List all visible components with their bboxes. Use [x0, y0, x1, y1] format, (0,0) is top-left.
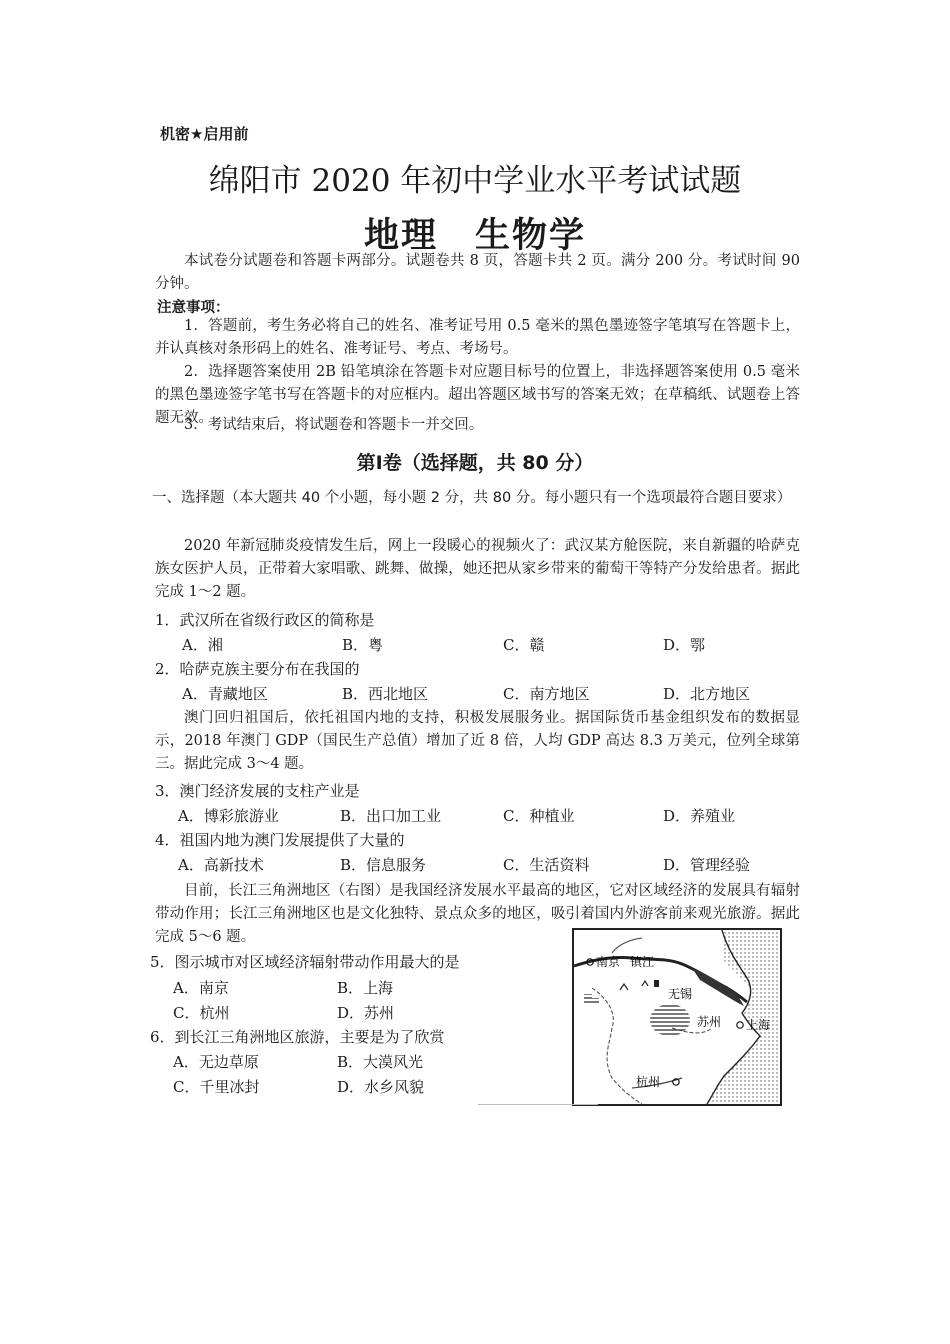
q5-option-b: B．上海: [337, 979, 394, 997]
q1-option-a: A．湘: [182, 636, 223, 654]
question-2: 2．哈萨克族主要分布在我国的: [155, 660, 360, 678]
q2-option-b: B．西北地区: [342, 685, 429, 703]
wuxi-label: 无锡: [668, 987, 693, 1001]
question-3: 3．澳门经济发展的支柱产业是: [155, 782, 360, 800]
q6-option-c: C．千里冰封: [173, 1078, 260, 1096]
question-6: 6．到长江三角洲地区旅游，主要是为了欣赏: [150, 1028, 445, 1046]
nanjing-label: 南京: [596, 955, 621, 969]
city-symbol: [654, 980, 659, 987]
notice-item-2: 2．选择题答案使用 2B 铅笔填涂在答题卡对应题目标号的位置上，非选择题答案使用 0.5 毫米的黑色墨迹签字笔书写在答题卡的对应框内。超出答题区域书写的答案无效；在草稿纸、试题卷上答题无效。: [155, 364, 800, 426]
intro-text: 本试卷分试题卷和答题卡两部分。试题卷共 8 页，答题卡共 2 页。满分 200 分。考试时间 90 分钟。: [155, 253, 800, 292]
part-heading: 第Ⅰ卷（选择题，共 80 分）: [356, 452, 594, 474]
q4-option-d: D．管理经验: [663, 856, 751, 874]
shanghai-label: 上海: [746, 1018, 771, 1032]
q6-option-a: A．无边草原: [173, 1053, 259, 1071]
suzhou-label: 苏州: [697, 1015, 722, 1029]
question-1: 1．武汉所在省级行政区的简称是: [155, 611, 375, 629]
scan-smudge: [478, 1104, 598, 1111]
small-lake: [584, 994, 592, 1004]
q2-option-c: C．南方地区: [503, 685, 590, 703]
yangtze-delta-map: [572, 928, 782, 1106]
small-lake: [592, 998, 599, 1005]
passage-2: 澳门回归祖国后，依托祖国内地的支持，积极发展服务业。据国际货币基金组织发布的数据显示，2018 年澳门 GDP（国民生产总值）增加了近 8 倍，人均 GDP 高达 8.3 万美元，位列全球第三。据此完成 3～4 题。: [155, 710, 800, 772]
section-heading: 一、选择题（本大题共 40 个小题，每小题 2 分，共 80 分。每小题只有一个选项最符合题目要求）: [152, 490, 792, 506]
q6-option-b: B．大漠风光: [337, 1053, 424, 1071]
zhenjiang-label: 镇江: [630, 955, 655, 969]
exam-title: 绵阳市 2020 年初中学业水平考试试题: [208, 163, 742, 199]
passage-1: 2020 年新冠肺炎疫情发生后，网上一段暖心的视频火了：武汉某方舱医院，来自新疆的哈萨克族女医护人员，正带着大家唱歌、跳舞、做操，她还把从家乡带来的葡萄干等特产分发给患者。据此完成 1～2 题。: [155, 538, 800, 600]
q1-option-d: D．鄂: [663, 636, 706, 654]
question-4: 4．祖国内地为澳门发展提供了大量的: [155, 831, 405, 849]
q3-option-c: C．种植业: [503, 807, 575, 825]
subject-title: 地理 生物学: [363, 216, 586, 256]
hangzhou-label: 杭州: [636, 1075, 661, 1089]
q3-option-b: B．出口加工业: [340, 807, 442, 825]
q3-option-d: D．养殖业: [663, 807, 736, 825]
q6-option-d: D．水乡风貌: [337, 1078, 425, 1096]
q4-option-b: B．信息服务: [340, 856, 427, 874]
q4-option-a: A．高新技术: [178, 856, 264, 874]
notice-heading: 注意事项：: [157, 300, 230, 316]
q4-option-c: C．生活资料: [503, 856, 590, 874]
q3-option-a: A．博彩旅游业: [178, 807, 279, 825]
q1-option-b: B．粤: [342, 636, 384, 654]
confidential-mark: 机密★启用前: [160, 125, 249, 143]
q5-option-a: A．南京: [173, 979, 229, 997]
notice-item-3: 3．考试结束后，将试题卷和答题卡一并交回。: [184, 417, 484, 433]
question-5: 5．图示城市对区域经济辐射带动作用最大的是: [150, 953, 460, 971]
notice-item-1: 1．答题前，考生务必将自己的姓名、准考证号用 0.5 毫米的黑色墨迹签字笔填写在答题卡上，并认真核对条形码上的姓名、准考证号、考点、考场号。: [155, 318, 800, 357]
passage-3: 目前，长江三角洲地区（右图）是我国经济发展水平最高的地区，它对区域经济的发展具有辐射带动作用；长江三角洲地区也是文化独特、景点众多的地区，吸引着国内外游客前来观光旅游。据此完成 5～6 题。: [155, 883, 800, 945]
q2-option-d: D．北方地区: [663, 685, 751, 703]
q1-option-c: C．赣: [503, 636, 545, 654]
q5-option-c: C．杭州: [173, 1004, 230, 1022]
q2-option-a: A．青藏地区: [182, 685, 268, 703]
taihu-lake: [650, 1004, 690, 1036]
q5-option-d: D．苏州: [337, 1004, 395, 1022]
